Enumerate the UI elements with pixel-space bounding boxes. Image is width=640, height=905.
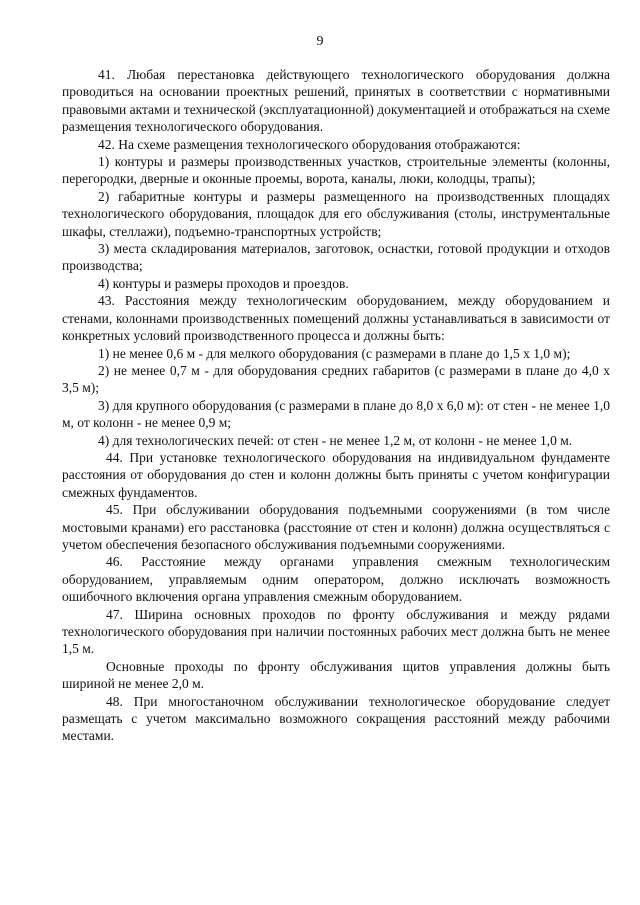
document-body bbox=[62, 66, 610, 745]
list-item-43-3: 3) для крупного оборудования (с размерами в плане до 8,0 х 6,0 м): от стен - не менее 1,0 м, от колонн - не менее 0,9 м; bbox=[62, 397, 610, 431]
paragraph-46: 46. Расстояние между органами управления смежным технологическим оборудованием, управляемым одним оператором, должно исключать возможность ошибочного включения органа управления смежным оборудованием. bbox=[62, 554, 610, 605]
paragraph-44: 44. При установке технологического оборудования на индивидуальном фундаменте расстояния от оборудования до стен и колонн должны быть приняты с учетом конфигурации смежных фундаментов. bbox=[62, 449, 610, 500]
paragraph-48: 48. При многостаночном обслуживании технологическое оборудование следует размещать с учетом максимально возможного сокращения расстояний между рабочими местами. bbox=[62, 693, 610, 744]
list-item-43-1: 1) не менее 0,6 м - для мелкого оборудования (с размерами в плане до 1,5 х 1,0 м); bbox=[98, 345, 571, 361]
paragraph-45: 45. При обслуживании оборудования подъемными сооружениями (в том числе мостовыми кранами) его расстановка (расстояние от стен и колонн) должна осуществляться с учетом обеспечения безопасного обслуживания подъемными сооружениями. bbox=[62, 502, 610, 552]
paragraph-43: 43. Расстояния между технологическим оборудованием, между оборудованием и стенами, колоннами производственных помещений должны устанавливаться в зависимости от конкретных условий производственного процесса и должны быть: bbox=[62, 293, 610, 344]
list-item-43-2: 2) не менее 0,7 м - для оборудования средних габаритов (с размерами в плане до 4,0 х 3,5 м); bbox=[62, 362, 610, 396]
paragraph-41: 41. Любая перестановка действующего технологического оборудования должна проводиться на основании проектных решений, принятых в соответствии с нормативными правовыми актами и технической (эксплуатационной) документацией и отображаться на схеме размещения технологического оборудования. bbox=[62, 67, 610, 135]
paragraph-47-note: Основные проходы по фронту обслуживания щитов управления должны быть шириной не менее 2,0 м. bbox=[62, 658, 610, 692]
page-number: 9 bbox=[316, 34, 324, 49]
list-item-42-3: 3) места складирования материалов, заготовок, оснастки, готовой продукции и отходов производства; bbox=[62, 241, 610, 274]
list-item-42-4: 4) контуры и размеры проходов и проездов. bbox=[98, 275, 349, 291]
list-item-43-4: 4) для технологических печей: от стен - не менее 1,2 м, от колонн - не менее 1,0 м. bbox=[98, 432, 573, 448]
list-item-42-1: 1) контуры и размеры производственных участков, строительные элементы (колонны, перегородки, дверные и оконные проемы, ворота, каналы, люки, колодцы, трапы); bbox=[62, 154, 610, 187]
paragraph-42: 42. На схеме размещения технологического оборудования отображаются: bbox=[98, 136, 521, 152]
list-item-42-2: 2) габаритные контуры и размеры размещенного на производственных площадях технологического оборудования, площадок для его обслуживания (столы, инструментальные шкафы, стеллажи), подъемно-транспортных устройств; bbox=[62, 188, 610, 239]
paragraph-47: 47. Ширина основных проходов по фронту обслуживания и между рядами технологического оборудования при наличии постоянных рабочих мест должна быть не менее 1,5 м. bbox=[62, 606, 610, 657]
